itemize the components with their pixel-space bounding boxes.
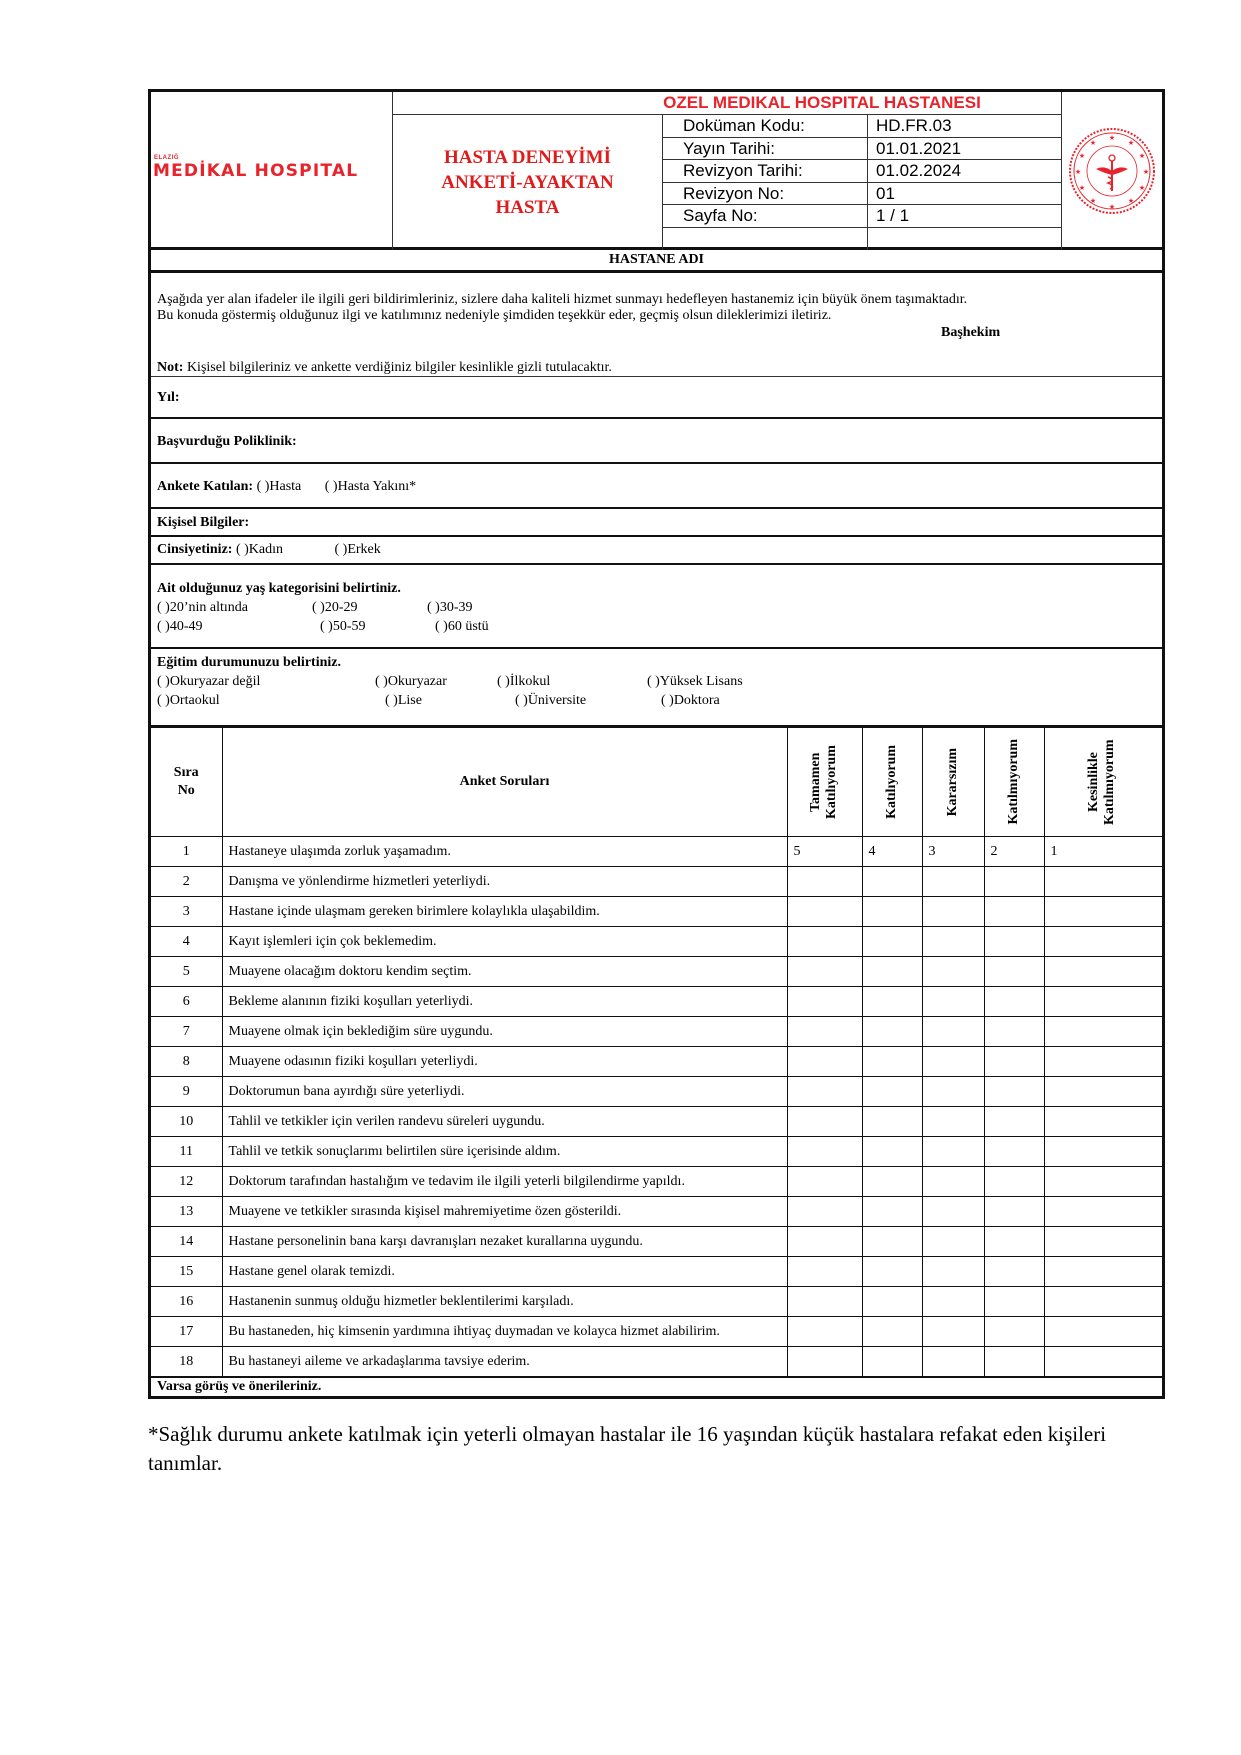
- logo-city: ELAZIĞ: [154, 155, 179, 161]
- table-row: [151, 1197, 1162, 1227]
- question-number: 15: [151, 1257, 222, 1287]
- rating-cell[interactable]: [787, 1167, 862, 1197]
- rating-cell[interactable]: [984, 987, 1044, 1017]
- question-text: Doktorumun bana ayırdığı süre yeterliydi.: [222, 1077, 787, 1107]
- age-option[interactable]: ( )20’nin altında: [157, 600, 248, 615]
- rating-cell[interactable]: [1044, 1047, 1162, 1077]
- question-number: 8: [151, 1047, 222, 1077]
- question-text: Tahlil ve tetkikler için verilen randevu süreleri uygundu.: [222, 1107, 787, 1137]
- table-row: [151, 897, 1162, 927]
- note-text: Kişisel bilgileriniz ve ankette verdiğiniz bilgiler kesinlikle gizli tutulacaktır.: [183, 360, 612, 375]
- age-option[interactable]: ( )60 üstü: [435, 619, 489, 634]
- question-text: Bekleme alanının fiziki koşulları yeterliydi.: [222, 987, 787, 1017]
- rating-cell[interactable]: [984, 927, 1044, 957]
- form-header: [151, 92, 1162, 250]
- table-row: [151, 957, 1162, 987]
- question-number: 16: [151, 1287, 222, 1317]
- question-number: 18: [151, 1347, 222, 1377]
- svg-text:★: ★: [1138, 184, 1146, 192]
- privacy-note: [157, 360, 612, 376]
- scale-label: Katılmıyorum: [1006, 739, 1021, 825]
- rating-cell[interactable]: [862, 957, 922, 987]
- rating-cell[interactable]: [1044, 927, 1162, 957]
- participant-field: [151, 464, 1162, 509]
- option-female[interactable]: ( )Kadın: [235, 542, 283, 557]
- year-field[interactable]: [151, 377, 1162, 419]
- rating-cell[interactable]: [1044, 1317, 1162, 1347]
- meta-label: Sayfa No:: [663, 205, 868, 228]
- rating-cell[interactable]: [922, 1137, 984, 1167]
- table-row: [151, 1347, 1162, 1377]
- education-option[interactable]: ( )İlkokul: [497, 674, 551, 689]
- rating-cell[interactable]: [984, 1347, 1044, 1377]
- rating-cell[interactable]: [862, 1257, 922, 1287]
- question-number: 11: [151, 1137, 222, 1167]
- rating-cell[interactable]: [862, 1137, 922, 1167]
- svg-text:★: ★: [1078, 184, 1086, 192]
- table-row: [151, 1287, 1162, 1317]
- question-text: Hastane personelinin bana karşı davranışları nezaket kurallarına uygundu.: [222, 1227, 787, 1257]
- question-text: Muayene olacağım doktoru kendim seçtim.: [222, 957, 787, 987]
- question-text: Bu hastaneden, hiç kimsenin yardımına ihtiyaç duymadan ve kolayca hizmet alabilirim.: [222, 1317, 787, 1347]
- rating-cell[interactable]: [922, 1047, 984, 1077]
- education-option[interactable]: ( )Doktora: [661, 693, 720, 708]
- column-header-scale: [984, 728, 1044, 837]
- rating-cell[interactable]: [862, 987, 922, 1017]
- education-option[interactable]: ( )Okuryazar: [375, 674, 447, 689]
- rating-cell[interactable]: [787, 957, 862, 987]
- option-patient[interactable]: ( )Hasta: [256, 479, 302, 494]
- rating-cell[interactable]: [862, 1347, 922, 1377]
- survey-body: [151, 837, 1162, 1377]
- rating-cell[interactable]: [984, 1017, 1044, 1047]
- rating-cell[interactable]: [787, 1347, 862, 1377]
- question-text: Muayene olmak için beklediğim süre uygundu.: [222, 1017, 787, 1047]
- rating-cell[interactable]: [984, 867, 1044, 897]
- meta-value: [868, 228, 1061, 251]
- rating-cell[interactable]: [922, 927, 984, 957]
- rating-cell[interactable]: [787, 1047, 862, 1077]
- education-label: Eğitim durumunuzu belirtiniz.: [157, 655, 341, 670]
- rating-cell[interactable]: [787, 1257, 862, 1287]
- question-text: Bu hastaneyi aileme ve arkadaşlarıma tavsiye ederim.: [222, 1347, 787, 1377]
- scale-label: Kesinlikle Katılmıyorum: [1086, 739, 1118, 825]
- question-text: Kayıt işlemleri için çok beklemedim.: [222, 927, 787, 957]
- question-text: Doktorum tarafından hastalığım ve tedavim ile ilgili yeterli bilgilendirme yapıldı.: [222, 1167, 787, 1197]
- column-header-no: [151, 728, 222, 837]
- rating-cell[interactable]: [922, 987, 984, 1017]
- document-title: [393, 115, 663, 250]
- column-header-scale: [787, 728, 862, 837]
- comments-field[interactable]: Varsa görüş ve önerileriniz.: [151, 1377, 1162, 1396]
- title-line: ANKETİ-AYAKTAN: [441, 172, 614, 193]
- rating-cell[interactable]: [787, 1017, 862, 1047]
- meta-value: 01.02.2024: [868, 160, 1061, 183]
- rating-cell[interactable]: [862, 1047, 922, 1077]
- rating-cell[interactable]: 4: [862, 837, 922, 867]
- gender-field: [151, 537, 1162, 565]
- scale-label: Kararsızım: [945, 747, 960, 817]
- rating-cell[interactable]: [922, 1017, 984, 1047]
- education-option[interactable]: ( )Ortaokul: [157, 693, 220, 708]
- rating-cell[interactable]: [862, 1107, 922, 1137]
- table-row: [151, 1077, 1162, 1107]
- year-label: Yıl:: [157, 390, 180, 405]
- question-number: 7: [151, 1017, 222, 1047]
- rating-cell[interactable]: [1044, 867, 1162, 897]
- rating-cell[interactable]: [787, 927, 862, 957]
- intro-line: Bu konuda göstermiş olduğunuz ilgi ve katılımınız nedeniyle şimdiden teşekkür eder, geçmiş olsun dileklerimizi iletiriz.: [157, 308, 832, 323]
- note-label: Not:: [157, 360, 184, 375]
- svg-text:★: ★: [1089, 139, 1097, 147]
- rating-cell[interactable]: 2: [984, 837, 1044, 867]
- rating-cell[interactable]: [922, 1197, 984, 1227]
- form-frame: [148, 89, 1165, 1399]
- ministry-seal: [1062, 92, 1162, 250]
- question-number: 1: [151, 837, 222, 867]
- age-field: [151, 565, 1162, 649]
- question-text: Hastaneye ulaşımda zorluk yaşamadım.: [222, 837, 787, 867]
- table-header-row: [151, 728, 1162, 837]
- rating-cell[interactable]: [787, 1077, 862, 1107]
- rating-cell[interactable]: [862, 1197, 922, 1227]
- rating-cell[interactable]: [1044, 897, 1162, 927]
- svg-text:★: ★: [1138, 152, 1146, 160]
- rating-cell[interactable]: [984, 1107, 1044, 1137]
- survey-form: [148, 89, 1165, 1399]
- question-number: 12: [151, 1167, 222, 1197]
- hospital-name: OZEL MEDIKAL HOSPITAL HASTANESI: [393, 92, 1061, 115]
- table-row: [151, 837, 1162, 867]
- rating-cell[interactable]: [1044, 1197, 1162, 1227]
- column-header-scale: [862, 728, 922, 837]
- logo-text: MEDİKAL HOSPITAL: [153, 161, 359, 181]
- personal-label: Kişisel Bilgiler:: [157, 515, 250, 530]
- rating-cell[interactable]: [862, 1287, 922, 1317]
- education-option[interactable]: ( )Yüksek Lisans: [647, 674, 743, 689]
- rating-cell[interactable]: [984, 1287, 1044, 1317]
- table-row: [151, 1257, 1162, 1287]
- rating-cell[interactable]: [787, 1137, 862, 1167]
- svg-text:★: ★: [1127, 139, 1135, 147]
- education-option[interactable]: ( )Lise: [385, 693, 422, 708]
- question-number: 6: [151, 987, 222, 1017]
- rating-cell[interactable]: [984, 897, 1044, 927]
- rating-cell[interactable]: [862, 867, 922, 897]
- rating-cell[interactable]: [1044, 1287, 1162, 1317]
- table-row: [151, 867, 1162, 897]
- meta-value: 1 / 1: [868, 205, 1061, 228]
- hospital-name-row: HASTANE ADI: [151, 250, 1162, 273]
- question-number: 13: [151, 1197, 222, 1227]
- col-no-label: Sıra No: [173, 765, 199, 798]
- rating-cell[interactable]: [787, 1227, 862, 1257]
- education-field: [151, 649, 1162, 727]
- hospital-logo: [151, 92, 393, 250]
- intro-section: [151, 273, 1162, 377]
- table-row: [151, 927, 1162, 957]
- rating-cell[interactable]: [1044, 1107, 1162, 1137]
- rating-cell[interactable]: [862, 1167, 922, 1197]
- rating-cell[interactable]: [922, 1077, 984, 1107]
- rating-cell[interactable]: [787, 1317, 862, 1347]
- footnote: *Sağlık durumu ankete katılmak için yeterli olmayan hastalar ile 16 yaşından küçük hastalara refakat eden kişileri tanımlar.: [148, 1422, 1107, 1475]
- option-relative[interactable]: ( )Hasta Yakını*: [324, 479, 417, 494]
- rating-cell[interactable]: [862, 927, 922, 957]
- rating-cell[interactable]: [1044, 987, 1162, 1017]
- svg-text:★: ★: [1089, 197, 1097, 205]
- question-text: Hastane içinde ulaşmam gereken birimlere kolaylıkla ulaşabildim.: [222, 897, 787, 927]
- age-label: Ait olduğunuz yaş kategorisini belirtiniz.: [157, 581, 401, 596]
- meta-value: 01.01.2021: [868, 138, 1061, 161]
- rating-cell[interactable]: [787, 1107, 862, 1137]
- table-row: [151, 1137, 1162, 1167]
- svg-text:★: ★: [1108, 203, 1116, 211]
- table-row: [151, 1017, 1162, 1047]
- title-line: HASTA DENEYİMİ: [444, 147, 611, 168]
- education-option[interactable]: ( )Üniversite: [515, 693, 587, 708]
- table-row: [151, 1047, 1162, 1077]
- age-option[interactable]: ( )20-29: [312, 600, 358, 615]
- question-text: Danışma ve yönlendirme hizmetleri yeterliydi.: [222, 867, 787, 897]
- question-number: 3: [151, 897, 222, 927]
- rating-cell[interactable]: [787, 897, 862, 927]
- rating-cell[interactable]: [787, 1287, 862, 1317]
- education-option[interactable]: ( )Okuryazar değil: [157, 674, 261, 689]
- meta-value: HD.FR.03: [868, 115, 1061, 138]
- meta-label: Yayın Tarihi:: [663, 138, 868, 161]
- gender-label: Cinsiyetiniz:: [157, 542, 233, 557]
- age-option[interactable]: ( )40-49: [157, 619, 203, 634]
- rating-cell[interactable]: [787, 867, 862, 897]
- svg-text:★: ★: [1108, 134, 1116, 142]
- rating-cell[interactable]: [922, 1317, 984, 1347]
- rating-cell[interactable]: [984, 1047, 1044, 1077]
- title-line: HASTA: [495, 197, 560, 218]
- rating-cell[interactable]: [922, 1347, 984, 1377]
- rating-cell[interactable]: [787, 987, 862, 1017]
- meta-value: 01: [868, 183, 1061, 206]
- rating-cell[interactable]: [922, 957, 984, 987]
- table-row: [151, 1107, 1162, 1137]
- svg-text:★: ★: [1142, 168, 1150, 176]
- rating-cell[interactable]: [922, 897, 984, 927]
- question-number: 14: [151, 1227, 222, 1257]
- rating-cell[interactable]: [984, 1137, 1044, 1167]
- meta-label: Revizyon No:: [663, 183, 868, 206]
- rating-cell[interactable]: 1: [1044, 837, 1162, 867]
- column-header-questions: Anket Soruları: [222, 728, 787, 837]
- rating-cell[interactable]: [984, 1197, 1044, 1227]
- question-number: 17: [151, 1317, 222, 1347]
- rating-cell[interactable]: [922, 1227, 984, 1257]
- question-number: 4: [151, 927, 222, 957]
- rating-cell[interactable]: [862, 1317, 922, 1347]
- scale-label: Tamamen Katılıyorum: [807, 745, 839, 819]
- rating-cell[interactable]: 5: [787, 837, 862, 867]
- document-meta: [663, 115, 1061, 250]
- meta-label: Revizyon Tarihi:: [663, 160, 868, 183]
- rating-cell[interactable]: [984, 1227, 1044, 1257]
- rating-cell[interactable]: [922, 1257, 984, 1287]
- personal-info-heading: [151, 509, 1162, 537]
- rating-cell[interactable]: [984, 1077, 1044, 1107]
- table-row: [151, 1317, 1162, 1347]
- age-option[interactable]: ( )30-39: [427, 600, 473, 615]
- intro-line: Aşağıda yer alan ifadeler ile ilgili geri bildirimleriniz, sizlere daha kaliteli hizmet sunmayı hedefleyen hastanemiz için büyük önem taşımaktadır.: [157, 292, 968, 307]
- question-text: Tahlil ve tetkik sonuçlarımı belirtilen süre içerisinde aldım.: [222, 1137, 787, 1167]
- table-row: [151, 987, 1162, 1017]
- rating-cell[interactable]: [984, 1257, 1044, 1287]
- question-number: 5: [151, 957, 222, 987]
- question-number: 10: [151, 1107, 222, 1137]
- rating-cell[interactable]: [984, 1167, 1044, 1197]
- option-male[interactable]: ( )Erkek: [334, 542, 381, 557]
- question-text: Hastanenin sunmuş olduğu hizmetler beklentilerimi karşıladı.: [222, 1287, 787, 1317]
- survey-table: [151, 727, 1162, 1377]
- rating-cell[interactable]: [1044, 1227, 1162, 1257]
- polyclinic-field[interactable]: [151, 419, 1162, 464]
- rating-cell[interactable]: [984, 1317, 1044, 1347]
- table-row: [151, 1167, 1162, 1197]
- rating-cell[interactable]: [1044, 1167, 1162, 1197]
- rating-cell[interactable]: [1044, 1347, 1162, 1377]
- scale-label: Katılıyorum: [884, 745, 899, 819]
- rating-cell[interactable]: [862, 1077, 922, 1107]
- rating-cell[interactable]: 3: [922, 837, 984, 867]
- question-text: Hastane genel olarak temizdi.: [222, 1257, 787, 1287]
- rating-cell[interactable]: [922, 1287, 984, 1317]
- ministry-of-health-seal-icon: [1066, 125, 1158, 217]
- rating-cell[interactable]: [862, 1017, 922, 1047]
- question-number: 9: [151, 1077, 222, 1107]
- rating-cell[interactable]: [922, 867, 984, 897]
- participant-label: Ankete Katılan:: [157, 479, 254, 494]
- column-header-scale: [1044, 728, 1162, 837]
- question-number: 2: [151, 867, 222, 897]
- question-text: Muayene ve tetkikler sırasında kişisel mahremiyetime özen gösterildi.: [222, 1197, 787, 1227]
- meta-label: Doküman Kodu:: [663, 115, 868, 138]
- rating-cell[interactable]: [862, 897, 922, 927]
- rating-cell[interactable]: [787, 1197, 862, 1227]
- age-option[interactable]: ( )50-59: [320, 619, 366, 634]
- question-text: Muayene odasının fiziki koşulları yeterliydi.: [222, 1047, 787, 1077]
- rating-cell[interactable]: [922, 1107, 984, 1137]
- rating-cell[interactable]: [1044, 1137, 1162, 1167]
- signature: Başhekim: [941, 325, 1001, 340]
- column-header-scale: [922, 728, 984, 837]
- rating-cell[interactable]: [862, 1227, 922, 1257]
- svg-text:★: ★: [1127, 197, 1135, 205]
- rating-cell[interactable]: [1044, 1077, 1162, 1107]
- table-row: [151, 1227, 1162, 1257]
- rating-cell[interactable]: [984, 957, 1044, 987]
- polyclinic-label: Başvurduğu Poliklinik:: [157, 434, 297, 449]
- svg-text:★: ★: [1074, 168, 1082, 176]
- svg-text:★: ★: [1078, 152, 1086, 160]
- rating-cell[interactable]: [1044, 1017, 1162, 1047]
- rating-cell[interactable]: [922, 1167, 984, 1197]
- rating-cell[interactable]: [1044, 1257, 1162, 1287]
- header-middle: [393, 92, 1062, 250]
- rating-cell[interactable]: [1044, 957, 1162, 987]
- meta-label: [663, 228, 868, 251]
